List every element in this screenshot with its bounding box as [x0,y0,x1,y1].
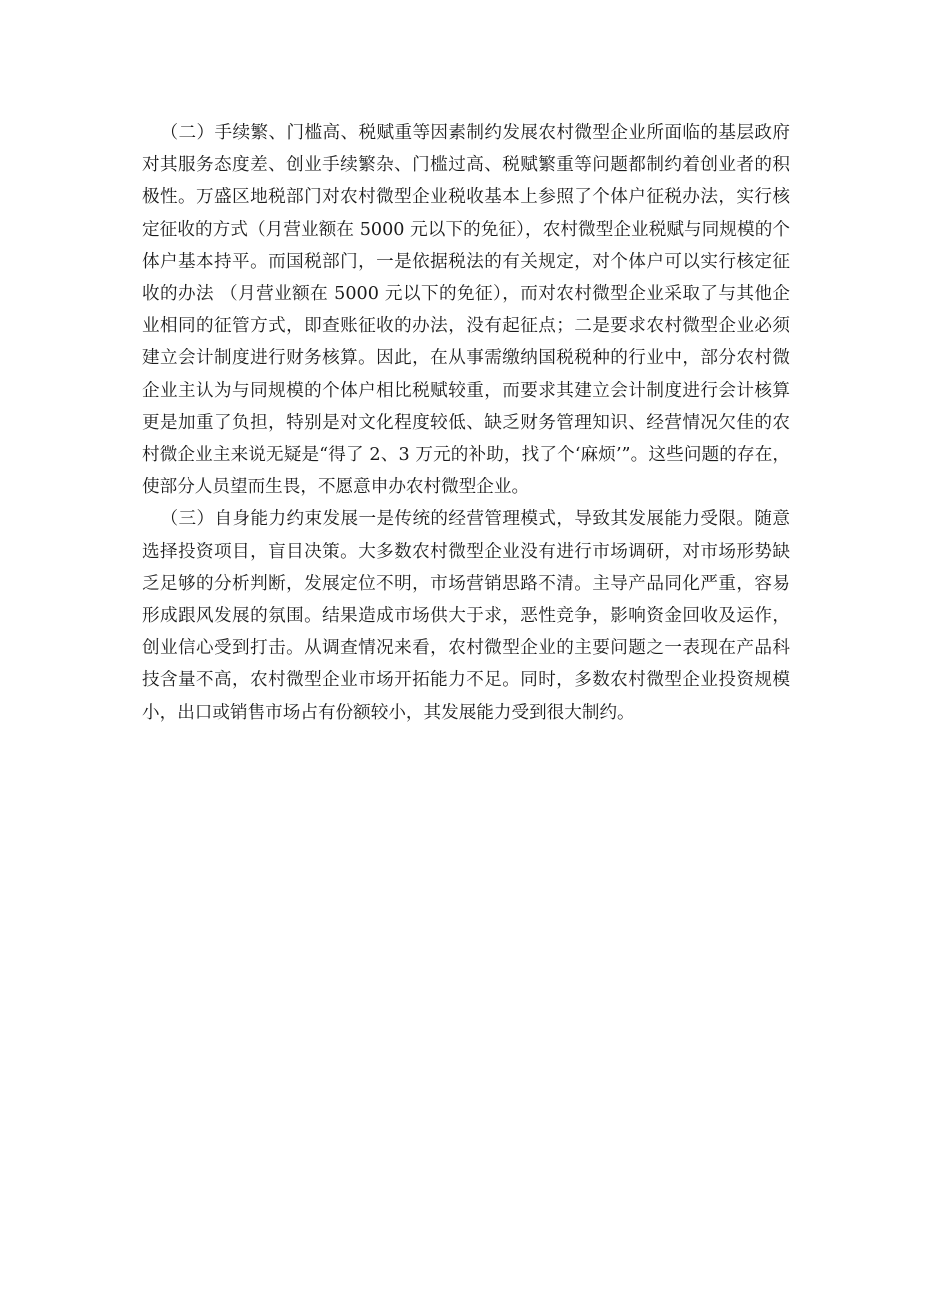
paragraph-3: （三）自身能力约束发展一是传统的经营管理模式，导致其发展能力受限。随意选择投资项目，盲目决策。大多数农村微型企业没有进行市场调研，对市场形势缺乏足够的分析判断，发展定位不明，市场营销思路不清。主导产品同化严重，容易形成跟风发展的氛围。结果造成市场供大于求，恶性竞争，影响资金回收及运作，创业信心受到打击。从调查情况来看，农村微型企业的主要问题之一表现在产品科技含量不高，农村微型企业市场开拓能力不足。同时，多数农村微型企业投资规模小，出口或销售市场占有份额较小，其发展能力受到很大制约。 [142,509,790,723]
paragraph-2: （二）手续繁、门槛高、税赋重等因素制约发展农村微型企业所面临的基层政府对其服务态度差、创业手续繁杂、门槛过高、税赋繁重等问题都制约着创业者的积极性。万盛区地税部门对农村微型企业税收基本上参照了个体户征税办法，实行核定征收的方式（月营业额在 5000 元以下的免征），农村微型企业税赋与同规模的个体户基本持平。而国税部门，一是依据税法的有关规定，对个体户可以实行核定征收的办法 （月营业额在 5000 元以下的免征），而对农村微型企业采取了与其他企业相同的征管方式，即查账征收的办法，没有起征点；二是要求农村微型企业必须建立会计制度进行财务核算。因此，在从事需缴纳国税税种的行业中，部分农村微企业主认为与同规模的个体户相比税赋较重，而要求其建立会计制度进行会计核算更是加重了负担，特别是对文化程度较低、缺乏财务管理知识、经营情况欠佳的农村微企业主来说无疑是“得了 2、3 万元的补助，找了个‘麻烦’”。这些问题的存在，使部分人员望而生畏，不愿意申办农村微型企业。 [142,123,790,498]
document-body [142,117,790,729]
